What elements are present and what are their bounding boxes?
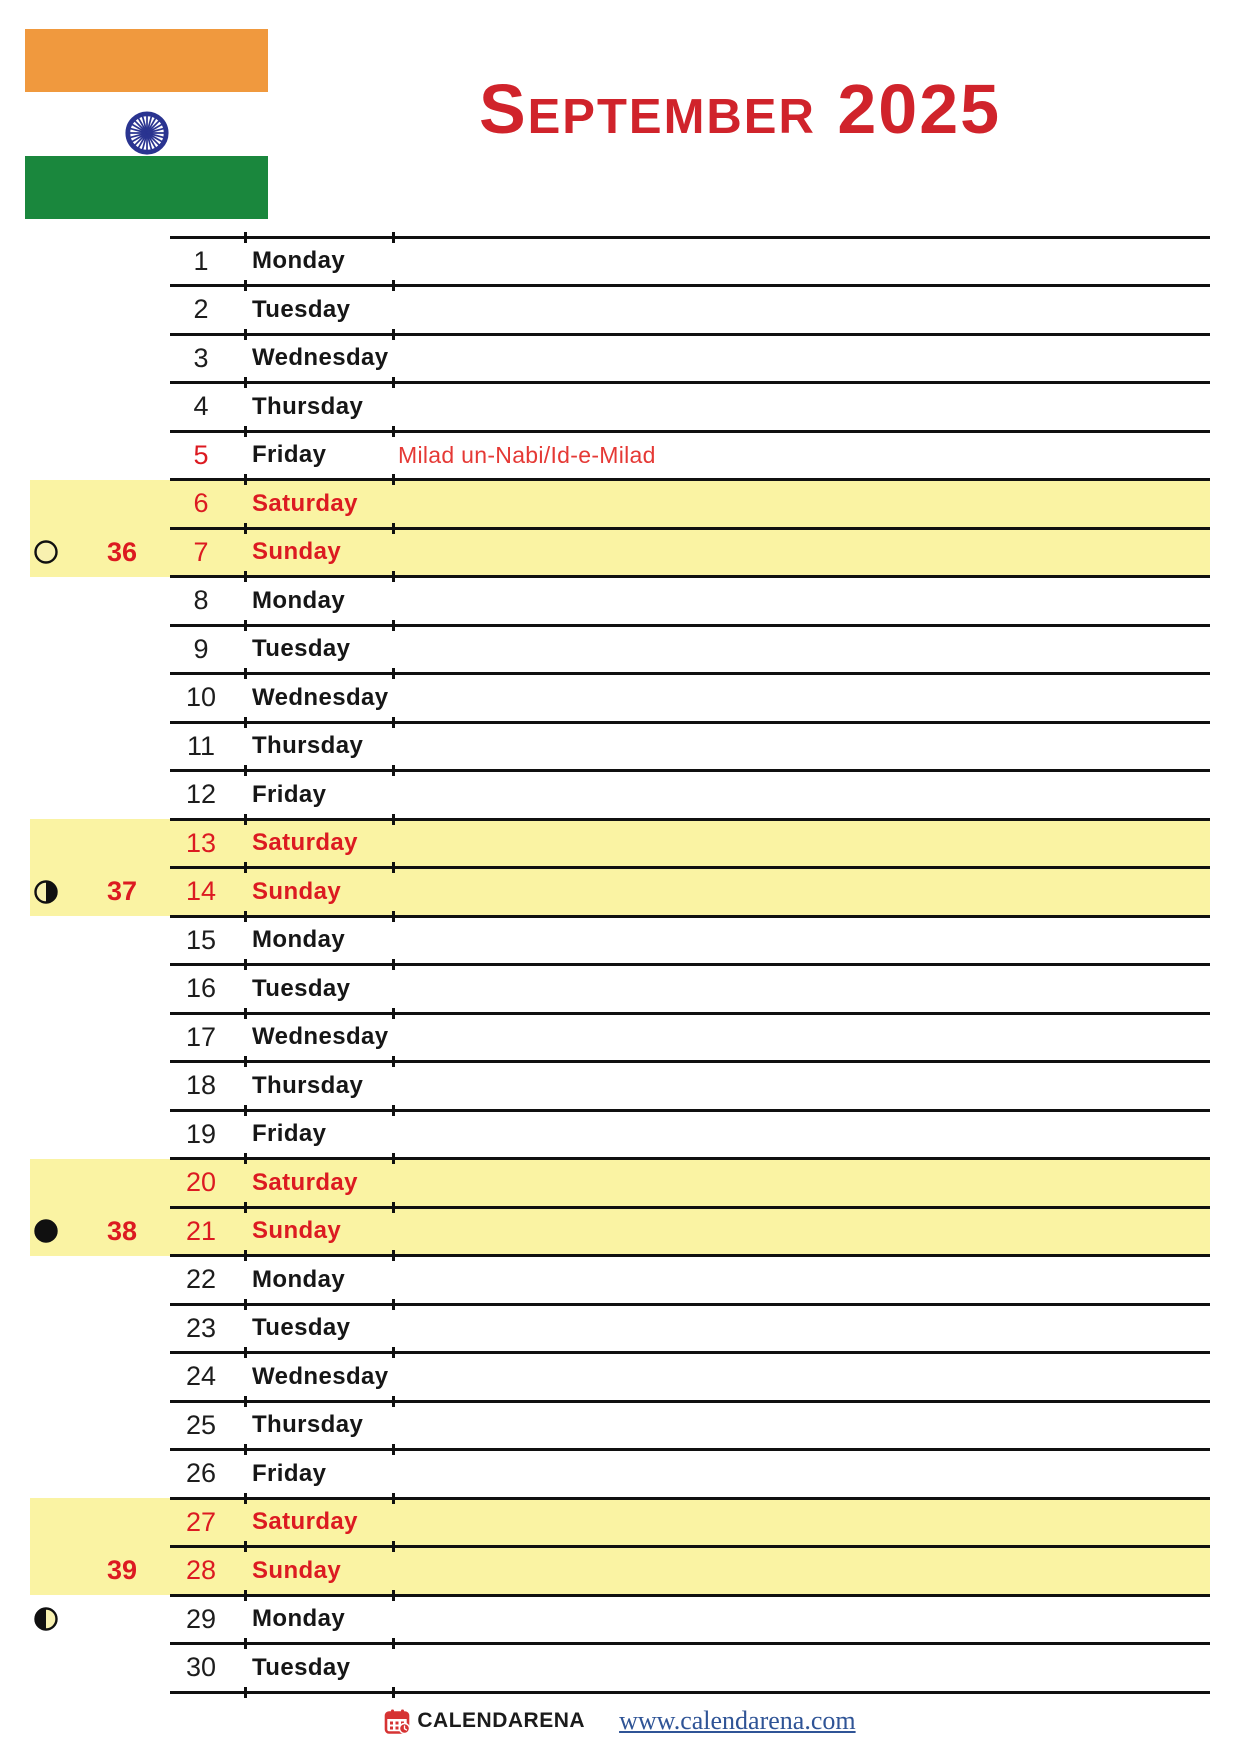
- week-number: 38: [106, 1215, 138, 1246]
- ashoka-chakra-icon: [124, 110, 170, 156]
- column-tick-mark: [392, 911, 395, 922]
- day-number: 5: [193, 439, 209, 470]
- column-tick-mark: [244, 1493, 247, 1504]
- row-divider-line: [170, 1351, 1210, 1354]
- column-tick-mark: [392, 329, 395, 340]
- day-number: 23: [185, 1312, 217, 1343]
- column-tick-mark: [244, 959, 247, 970]
- day-number: 9: [193, 633, 209, 664]
- row-divider-line: [170, 1060, 1210, 1063]
- day-name: Friday: [252, 1459, 327, 1487]
- column-tick-mark: [244, 426, 247, 437]
- last-quarter-moon-icon: [33, 879, 59, 905]
- column-tick-mark: [392, 1202, 395, 1213]
- column-tick-mark: [244, 1299, 247, 1310]
- row-divider-line: [170, 284, 1210, 287]
- row-divider-line: [170, 1448, 1210, 1451]
- column-tick-mark: [392, 1347, 395, 1358]
- day-number: 20: [185, 1167, 217, 1198]
- column-tick-mark: [392, 668, 395, 679]
- day-number: 18: [185, 1070, 217, 1101]
- india-flag: [25, 29, 268, 219]
- calendar-icon: [384, 1708, 411, 1735]
- row-divider-line: [170, 1642, 1210, 1645]
- day-number: 16: [185, 973, 217, 1004]
- day-name: Thursday: [252, 392, 364, 420]
- row-divider-line: [170, 818, 1210, 821]
- day-name: Saturday: [252, 1168, 358, 1196]
- day-number: 4: [193, 391, 209, 422]
- column-tick-mark: [392, 377, 395, 388]
- column-tick-mark: [244, 1153, 247, 1164]
- row-divider-line: [170, 236, 1210, 239]
- day-name: Tuesday: [252, 1653, 351, 1681]
- day-number: 30: [185, 1652, 217, 1683]
- day-number: 6: [193, 488, 209, 519]
- day-name: Tuesday: [252, 635, 351, 663]
- row-divider-line: [170, 672, 1210, 675]
- day-number: 27: [185, 1506, 217, 1537]
- column-tick-mark: [244, 474, 247, 485]
- column-tick-mark: [392, 1153, 395, 1164]
- day-name: Thursday: [252, 732, 364, 760]
- column-tick-mark: [392, 1105, 395, 1116]
- brand-name: CALENDARENA: [417, 1709, 586, 1732]
- day-name: Saturday: [252, 489, 358, 517]
- column-tick-mark: [244, 1687, 247, 1698]
- day-number: 2: [193, 294, 209, 325]
- day-name: Friday: [252, 780, 327, 808]
- column-tick-mark: [392, 474, 395, 485]
- row-divider-line: [170, 1206, 1210, 1209]
- day-name: Monday: [252, 1265, 346, 1293]
- row-divider-line: [170, 1594, 1210, 1597]
- day-number: 24: [185, 1361, 217, 1392]
- day-number: 14: [185, 876, 217, 907]
- day-number: 22: [185, 1264, 217, 1295]
- day-name: Monday: [252, 586, 346, 614]
- row-divider-line: [170, 1157, 1210, 1160]
- column-tick-mark: [244, 523, 247, 534]
- column-tick-mark: [392, 1056, 395, 1067]
- website-link[interactable]: www.calendarena.com: [619, 1706, 856, 1735]
- week-number: 36: [106, 536, 138, 567]
- column-tick-mark: [392, 814, 395, 825]
- column-tick-mark: [392, 280, 395, 291]
- day-name: Saturday: [252, 1508, 358, 1536]
- day-number: 3: [193, 342, 209, 373]
- column-tick-mark: [392, 1396, 395, 1407]
- day-number: 15: [185, 924, 217, 955]
- day-name: Thursday: [252, 1411, 364, 1439]
- column-tick-mark: [392, 232, 395, 243]
- column-tick-mark: [392, 1250, 395, 1261]
- column-tick-mark: [244, 1638, 247, 1649]
- column-tick-mark: [244, 1541, 247, 1552]
- row-divider-line: [170, 1497, 1210, 1500]
- day-name: Friday: [252, 441, 327, 469]
- day-name: Wednesday: [252, 683, 389, 711]
- day-number: 8: [193, 585, 209, 616]
- new-moon-icon: [33, 1218, 59, 1244]
- column-tick-mark: [244, 1590, 247, 1601]
- column-tick-mark: [392, 523, 395, 534]
- flag-saffron-band: [25, 29, 268, 92]
- column-tick-mark: [244, 1347, 247, 1358]
- row-divider-line: [170, 381, 1210, 384]
- day-name: Tuesday: [252, 1314, 351, 1342]
- day-name: Saturday: [252, 829, 358, 857]
- row-divider-line: [170, 1545, 1210, 1548]
- row-divider-line: [170, 1303, 1210, 1306]
- day-name: Monday: [252, 926, 346, 954]
- column-tick-mark: [244, 1056, 247, 1067]
- column-tick-mark: [392, 1008, 395, 1019]
- row-divider-line: [170, 769, 1210, 772]
- week-number: 37: [106, 876, 138, 907]
- row-divider-line: [170, 624, 1210, 627]
- day-name: Tuesday: [252, 974, 351, 1002]
- column-tick-mark: [244, 862, 247, 873]
- row-divider-line: [170, 1400, 1210, 1403]
- day-name: Friday: [252, 1120, 327, 1148]
- footer: [0, 1698, 1240, 1744]
- row-divider-line: [170, 721, 1210, 724]
- column-tick-mark: [244, 1250, 247, 1261]
- column-tick-mark: [392, 1541, 395, 1552]
- week-number: 39: [106, 1555, 138, 1586]
- day-number: 29: [185, 1603, 217, 1634]
- row-divider-line: [170, 478, 1210, 481]
- day-number: 13: [185, 827, 217, 858]
- column-tick-mark: [392, 1299, 395, 1310]
- column-tick-mark: [392, 1638, 395, 1649]
- column-tick-mark: [244, 280, 247, 291]
- day-name: Sunday: [252, 877, 342, 905]
- flag-green-band: [25, 156, 268, 219]
- row-divider-line: [170, 963, 1210, 966]
- holiday-label: Milad un-Nabi/Id-e-Milad: [398, 441, 656, 468]
- day-number: 7: [193, 536, 209, 567]
- column-tick-mark: [392, 1590, 395, 1601]
- column-tick-mark: [392, 426, 395, 437]
- day-name: Tuesday: [252, 295, 351, 323]
- column-tick-mark: [392, 571, 395, 582]
- column-tick-mark: [244, 620, 247, 631]
- column-tick-mark: [244, 377, 247, 388]
- row-divider-line: [170, 1691, 1210, 1694]
- day-number: 25: [185, 1409, 217, 1440]
- day-number: 11: [186, 730, 216, 761]
- day-name: Wednesday: [252, 1362, 389, 1390]
- row-divider-line: [170, 1109, 1210, 1112]
- row-divider-line: [170, 333, 1210, 336]
- row-divider-line: [170, 527, 1210, 530]
- day-name: Wednesday: [252, 1023, 389, 1051]
- day-name: Sunday: [252, 1556, 342, 1584]
- day-number: 17: [185, 1021, 217, 1052]
- day-number: 28: [185, 1555, 217, 1586]
- column-tick-mark: [392, 717, 395, 728]
- page-title: September 2025: [478, 70, 1002, 148]
- day-name: Sunday: [252, 1217, 342, 1245]
- column-tick-mark: [244, 765, 247, 776]
- day-name: Sunday: [252, 538, 342, 566]
- column-tick-mark: [392, 959, 395, 970]
- column-tick-mark: [392, 862, 395, 873]
- day-number: 12: [185, 779, 217, 810]
- row-divider-line: [170, 915, 1210, 918]
- column-tick-mark: [244, 668, 247, 679]
- day-number: 1: [193, 245, 209, 276]
- column-tick-mark: [244, 1202, 247, 1213]
- row-divider-line: [170, 1012, 1210, 1015]
- day-number: 10: [185, 682, 217, 713]
- column-tick-mark: [392, 765, 395, 776]
- row-divider-line: [170, 866, 1210, 869]
- day-name: Monday: [252, 247, 346, 275]
- column-tick-mark: [244, 329, 247, 340]
- column-tick-mark: [244, 232, 247, 243]
- column-tick-mark: [244, 1105, 247, 1116]
- day-number: 26: [185, 1458, 217, 1489]
- column-tick-mark: [244, 911, 247, 922]
- column-tick-mark: [244, 814, 247, 825]
- brand-logo: [384, 1708, 585, 1735]
- day-name: Wednesday: [252, 344, 389, 372]
- day-number: 21: [185, 1215, 217, 1246]
- column-tick-mark: [392, 1687, 395, 1698]
- day-number: 19: [185, 1118, 217, 1149]
- column-tick-mark: [244, 1008, 247, 1019]
- first-quarter-moon-icon: [33, 1606, 59, 1632]
- row-divider-line: [170, 575, 1210, 578]
- column-tick-mark: [392, 1444, 395, 1455]
- column-tick-mark: [392, 620, 395, 631]
- column-tick-mark: [244, 1444, 247, 1455]
- row-divider-line: [170, 1254, 1210, 1257]
- full-moon-icon: [33, 539, 59, 565]
- day-name: Thursday: [252, 1071, 364, 1099]
- row-divider-line: [170, 430, 1210, 433]
- column-tick-mark: [244, 1396, 247, 1407]
- column-tick-mark: [392, 1493, 395, 1504]
- column-tick-mark: [244, 717, 247, 728]
- day-name: Monday: [252, 1605, 346, 1633]
- column-tick-mark: [244, 571, 247, 582]
